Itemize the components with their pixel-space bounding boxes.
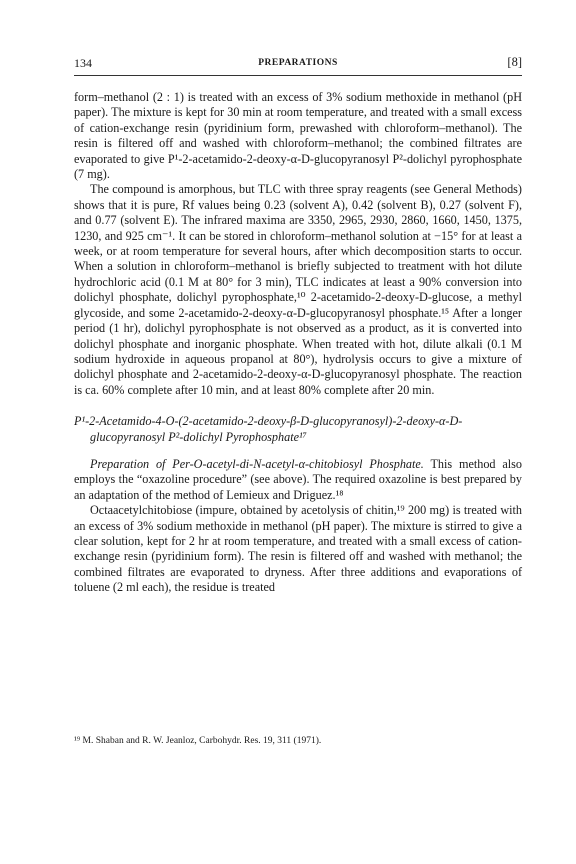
page-header xyxy=(74,55,522,76)
paragraph-3-text: This method also employs the “oxazoline procedure” (see above). The required oxazoline is best prepared by an adaptation of the method of Lemieux and Driguez.¹⁸ xyxy=(74,456,522,502)
paragraph-3 xyxy=(74,457,522,503)
paragraph-4: Octaacetylchitobiose (impure, obtained by acetolysis of chitin,¹⁹ 200 mg) is treated with an excess of 3% sodium methoxide in methanol (pH paper). The mixture is stirred to give a clear solution, kept for 2 hr at room temperature, and treated with a small excess of cation-exchange resin (pyridinium form). The resin is filtered off and washed with methanol; the combined filtrates are evaporated to dryness. After three additions and evaporations of toluene (2 ml each), the residue is treated xyxy=(74,503,522,595)
section-number: [8] xyxy=(507,55,522,69)
running-title: PREPARATIONS xyxy=(258,58,338,68)
section-heading: P¹-2-Acetamido-4-O-(2-acetamido-2-deoxy-β-D-glucopyranosyl)-2-deoxy-α-D-glucopyranosyl P²-dolichyl Pyrophosphate¹⁷ xyxy=(74,414,463,444)
main-text xyxy=(74,90,522,596)
page-number: 134 xyxy=(74,56,92,70)
paragraph-2: The compound is amorphous, but TLC with three spray reagents (see General Methods) shows that it is pure, Rf values being 0.23 (solvent A), 0.42 (solvent B), 0.27 (solvent F), and 0.77 (solvent E). The infrared maxima are 3350, 2965, 2930, 2860, 1660, 1450, 1375, 1230, and 925 cm⁻¹. It can be stored in chloroform–methanol solution at −15° for at least a week, or at room temperature for several hours, after which decomposition starts to occur. When a solution in chloroform–methanol is briefly subjected to treatment with hot dilute hydrochloric acid (0.1 M at 80° for 3 min), TLC indicates at least a 90% conversion into dolichyl phosphate, dolichyl pyrophosphate,¹⁰ 2-acetamido-2-deoxy-D-glucose, a methyl glycoside, and some 2-acetamido-2-deoxy-α-D-glucopyranosyl phosphate.¹⁵ After a longer period (1 hr), dolichyl pyrophosphate is not observed as a product, as it is converted into dolichyl phosphate and inorganic phosphate. When treated with hot, dilute alkali (0.1 M sodium hydroxide in aqueous propanol at 80°), hydrolysis occurs to give a mixture of dolichyl phosphate and 2-acetamido-2-deoxy-α-D-glucopyranosyl phosphate. The reaction is ca. 60% complete after 10 min, and at least 80% complete after 20 min. xyxy=(74,182,522,397)
paragraph-3-lead: Preparation of Per-O-acetyl-di-N-acetyl-α-chitobiosyl Phosphate. xyxy=(90,456,424,471)
footnote: ¹⁹ M. Shaban and R. W. Jeanloz, Carbohydr. Res. 19, 311 (1971). xyxy=(74,736,322,746)
paragraph-1: form–methanol (2 : 1) is treated with an excess of 3% sodium methoxide in methanol (pH paper). The mixture is kept for 30 min at room temperature, and treated with a small excess of cation-exchange resin (pyridinium form, prewashed with chloroform–methanol). The resin is filtered off and washed with chloroform–methanol; the combined filtrates are evaporated to give P¹-2-acetamido-2-deoxy-α-D-glucopyranosyl P²-dolichyl pyrophosphate (7 mg). xyxy=(74,90,522,182)
